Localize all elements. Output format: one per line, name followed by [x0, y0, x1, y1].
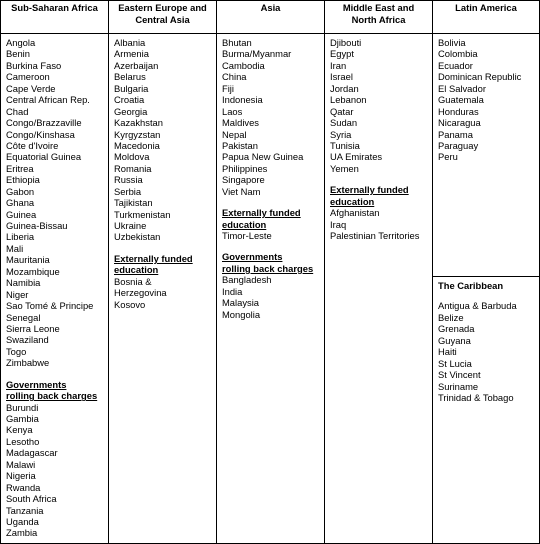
country-item: Chad [6, 105, 29, 117]
country-item: Colombia [438, 48, 478, 60]
country-item: Bhutan [222, 37, 252, 48]
country-item: Azerbaijan [114, 59, 159, 71]
country-item: Congo/Kinshasa [6, 128, 75, 140]
country-item: UA Emirates [330, 151, 383, 163]
section-heading: Externally funded education [330, 184, 409, 207]
country-item: Maldives [222, 117, 259, 129]
country-item: Guinea [6, 208, 37, 220]
column-body [109, 34, 216, 310]
country-item: Cameroon [6, 71, 50, 83]
country-item: Burkina Faso [6, 59, 62, 71]
country-item: Uzbekistan [114, 231, 161, 243]
country-item: Madagascar [6, 447, 58, 459]
country-item: China [222, 71, 247, 83]
country-item: Nepal [222, 128, 247, 140]
country-item: Central African Rep. [6, 94, 90, 106]
section-heading: Externally funded education [222, 207, 301, 230]
country-item: Mali [6, 242, 24, 254]
country-item: Kenya [6, 424, 33, 436]
country-item: Qatar [330, 105, 354, 117]
country-item: Cambodia [222, 59, 265, 71]
country-item: Swaziland [6, 334, 49, 346]
country-item: Philippines [222, 162, 268, 174]
country-item: Nicaragua [438, 117, 481, 129]
column-header: Middle East and North Africa [325, 1, 432, 34]
country-item: Antigua & Barbuda [438, 300, 517, 312]
country-item: Malaysia [222, 297, 259, 309]
country-item: Mongolia [222, 308, 261, 320]
country-item: Sierra Leone [6, 322, 60, 334]
country-item: Burma/Myanmar [222, 48, 292, 60]
country-item: Kazakhstan [114, 117, 163, 129]
column-body [1, 34, 108, 539]
column-middle-east-north-africa [325, 1, 433, 543]
country-item: Moldova [114, 151, 150, 163]
country-item: Iran [330, 59, 347, 71]
country-item: Lebanon [330, 94, 367, 106]
country-item: Honduras [438, 105, 479, 117]
caribbean-block [433, 277, 539, 403]
country-item: Lesotho [6, 435, 40, 447]
country-item: Bolivia [438, 37, 466, 48]
country-item: Benin [6, 48, 30, 60]
country-item: Timor-Leste [222, 230, 272, 242]
country-item: Israel [330, 71, 353, 83]
country-item: Mozambique [6, 265, 60, 277]
country-item: Suriname [438, 380, 479, 392]
country-item: Grenada [438, 323, 475, 335]
country-item: Kyrgyzstan [114, 128, 161, 140]
country-item: Armenia [114, 48, 149, 60]
country-item: Tunisia [330, 139, 360, 151]
column-eastern-europe-central-asia [109, 1, 217, 543]
country-item: Burundi [6, 401, 39, 413]
country-item: Papua New Guinea [222, 151, 304, 163]
country-item: Trinidad & Tobago [438, 391, 514, 403]
country-item: Uganda [6, 515, 39, 527]
country-item: Ethiopia [6, 174, 40, 186]
country-item: Peru [438, 151, 458, 163]
country-item: Kosovo [114, 298, 146, 310]
section-heading: Externally funded education [114, 252, 193, 276]
country-item: India [222, 285, 243, 297]
country-item: South Africa [6, 493, 57, 505]
country-item: Belarus [114, 71, 146, 83]
column-asia [217, 1, 325, 543]
country-item: Congo/Brazzaville [6, 117, 82, 129]
country-item: Sudan [330, 117, 358, 129]
country-item: Russia [114, 174, 143, 186]
country-item: Jordan [330, 82, 359, 94]
country-item: St Vincent [438, 369, 481, 381]
country-item: Namibia [6, 277, 41, 289]
column-body [217, 34, 324, 320]
country-item: Ghana [6, 197, 35, 209]
country-item: Dominican Republic [438, 71, 522, 83]
country-item: Pakistan [222, 139, 258, 151]
country-item: Fiji [222, 82, 234, 94]
country-item: Niger [6, 288, 29, 300]
country-item: Macedonia [114, 139, 160, 151]
country-item: Afghanistan [330, 207, 380, 219]
country-item: Laos [222, 105, 243, 117]
country-item: Sao Tomé & Principe [6, 300, 94, 312]
country-item: Angola [6, 37, 36, 48]
country-item: El Salvador [438, 82, 486, 94]
country-item: Djibouti [330, 37, 362, 48]
caribbean-body [433, 291, 539, 403]
country-item: Viet Nam [222, 185, 261, 197]
country-item: Zimbabwe [6, 357, 50, 369]
column-body [433, 34, 539, 163]
column-header: Eastern Europe and Central Asia [109, 1, 216, 34]
country-item: Georgia [114, 105, 148, 117]
country-item: Ecuador [438, 59, 473, 71]
column-body [325, 34, 432, 241]
country-item: Belize [438, 311, 464, 323]
country-item: Bulgaria [114, 82, 149, 94]
country-item: Tanzania [6, 504, 44, 516]
country-item: Eritrea [6, 162, 34, 174]
country-item: Gabon [6, 185, 35, 197]
column-latin-america [433, 1, 539, 543]
country-item: Turkmenistan [114, 208, 171, 220]
country-item: Guatemala [438, 94, 484, 106]
country-item: Cape Verde [6, 82, 56, 94]
country-item: Syria [330, 128, 352, 140]
country-item: Mauritania [6, 254, 50, 266]
column-sub-saharan-africa [1, 1, 109, 543]
country-item: Iraq [330, 218, 347, 230]
country-item: Côte d'Ivoire [6, 139, 59, 151]
country-item: Singapore [222, 174, 265, 186]
country-item: Haiti [438, 346, 457, 358]
country-item: Yemen [330, 162, 359, 174]
country-item: Gambia [6, 413, 39, 425]
country-item: Equatorial Guinea [6, 151, 82, 163]
section-heading: Governments rolling back charges [222, 251, 314, 274]
country-item: Guinea-Bissau [6, 220, 68, 231]
country-item: Ukraine [114, 220, 147, 231]
country-item: Paraguay [438, 139, 479, 151]
country-item: Serbia [114, 185, 142, 197]
country-item: Nigeria [6, 470, 36, 482]
country-item: Albania [114, 37, 146, 48]
section-heading: Governments rolling back charges [6, 378, 98, 402]
country-item: Zambia [6, 527, 38, 539]
column-header: Asia [217, 1, 324, 34]
country-item: Romania [114, 162, 152, 174]
country-item: Rwanda [6, 481, 41, 493]
country-item: Herzegovina [114, 287, 167, 299]
column-header: Latin America [433, 1, 539, 34]
country-item: Bangladesh [222, 274, 272, 286]
country-item: Egypt [330, 48, 354, 60]
country-item: Palestinian Territories [330, 230, 420, 242]
country-item: Liberia [6, 231, 35, 243]
country-item: Croatia [114, 94, 145, 106]
country-item: Senegal [6, 311, 41, 323]
country-item: Panama [438, 128, 473, 140]
country-item: St Lucia [438, 357, 472, 369]
country-item: Bosnia & [114, 275, 152, 287]
country-item: Guyana [438, 334, 471, 346]
column-header: Sub-Saharan Africa [1, 1, 108, 34]
caribbean-header: The Caribbean [438, 280, 504, 291]
country-item: Tajikistan [114, 197, 153, 209]
country-item: Malawi [6, 458, 36, 470]
country-item: Indonesia [222, 94, 263, 106]
country-item: Togo [6, 345, 27, 357]
